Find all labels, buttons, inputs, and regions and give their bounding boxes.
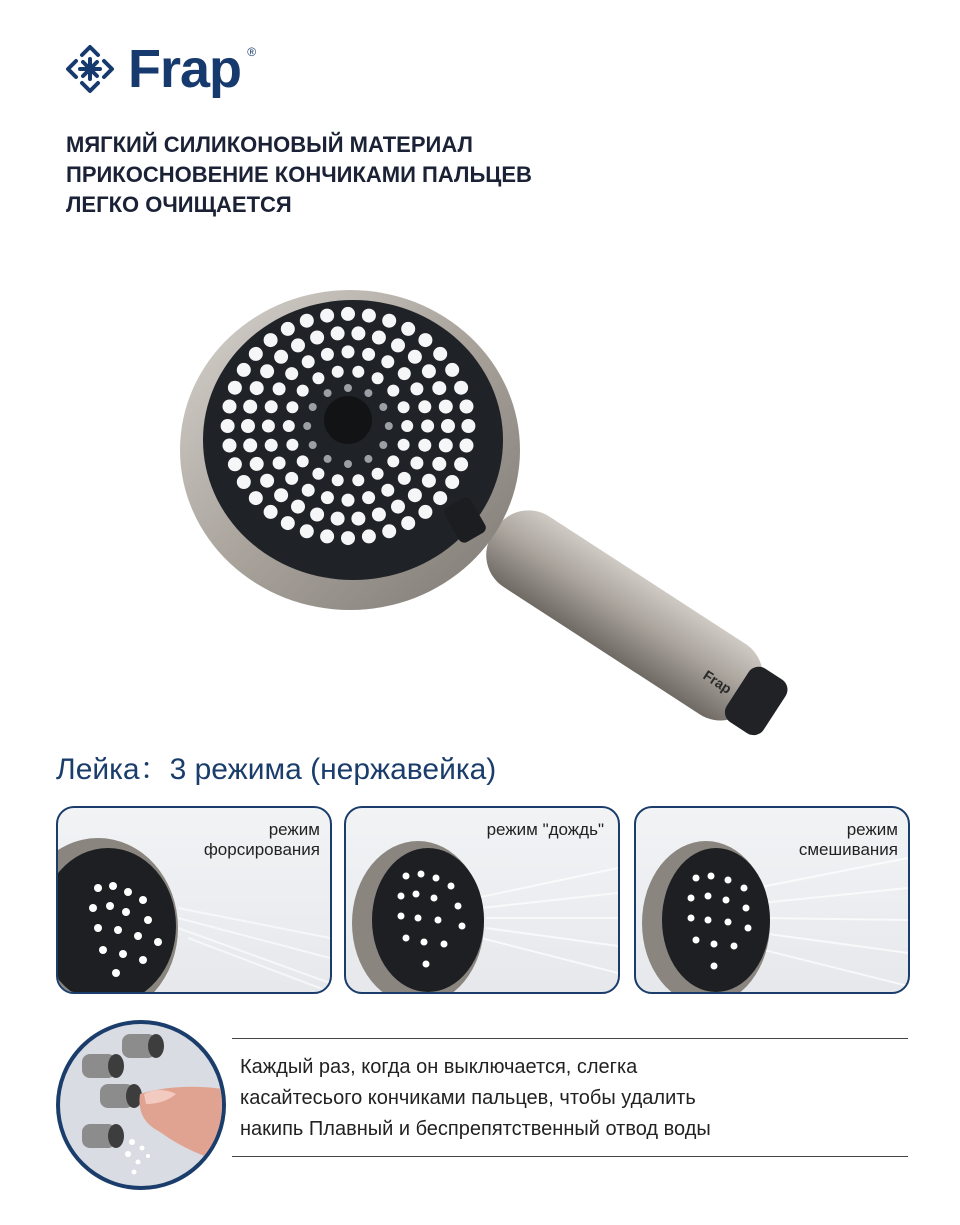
nozzle [262, 420, 275, 433]
nozzle [273, 382, 286, 395]
nozzle [418, 439, 431, 452]
nozzle [264, 333, 278, 347]
finger-cleaning-illustration [56, 1020, 226, 1190]
nozzle [265, 400, 278, 413]
nozzle [344, 384, 352, 392]
nozzle [382, 524, 396, 538]
nozzle [324, 455, 332, 463]
nozzle [310, 331, 324, 345]
nozzle [385, 422, 393, 430]
nozzle [418, 400, 431, 413]
nozzle [300, 314, 314, 328]
nozzle [379, 441, 387, 449]
snowflake-logo-icon [60, 39, 120, 99]
mode-card-rain [344, 806, 620, 994]
nozzle [265, 439, 278, 452]
nozzle [320, 309, 334, 323]
nozzle [387, 385, 399, 397]
center-button [324, 396, 372, 444]
feature-list [66, 130, 532, 220]
nozzle [312, 372, 324, 384]
nozzle [281, 516, 295, 530]
divider-bottom [232, 1156, 908, 1157]
nozzle [381, 355, 394, 368]
nozzle [241, 419, 255, 433]
nozzle [445, 363, 459, 377]
nozzle [460, 439, 474, 453]
nozzle [422, 474, 436, 488]
nozzle [321, 348, 334, 361]
nozzle [352, 366, 364, 378]
nozzle [364, 389, 372, 397]
nozzle [432, 381, 446, 395]
mode-label: режим "дождь" [486, 820, 604, 839]
shower-head-image [150, 280, 830, 760]
nozzle [445, 475, 459, 489]
nozzle [398, 367, 411, 380]
nozzle [362, 529, 376, 543]
nozzle [321, 491, 334, 504]
nozzle [223, 400, 237, 414]
nozzle [344, 460, 352, 468]
nozzle [387, 455, 399, 467]
nozzle [250, 381, 264, 395]
nozzle [302, 355, 315, 368]
nozzle [398, 472, 411, 485]
nozzle [454, 457, 468, 471]
mode-label: режим форсирования [203, 820, 320, 859]
nozzle [421, 420, 434, 433]
brand-name: Frap ® [128, 39, 256, 99]
nozzle [432, 457, 446, 471]
mode-label: режим смешивания [798, 820, 898, 859]
nozzle [237, 475, 251, 489]
nozzle [274, 350, 288, 364]
nozzle [351, 326, 365, 340]
nozzle [391, 338, 405, 352]
nozzle [228, 381, 242, 395]
nozzle [221, 419, 235, 433]
nozzle [410, 382, 423, 395]
nozzle [352, 474, 364, 486]
finger-touch-icon [60, 1024, 226, 1190]
nozzle [391, 500, 405, 514]
nozzle [260, 364, 274, 378]
nozzle [439, 400, 453, 414]
nozzle [243, 438, 257, 452]
nozzle [439, 438, 453, 452]
nozzle [372, 468, 384, 480]
divider-top [232, 1038, 908, 1039]
nozzle [331, 326, 345, 340]
nozzle [286, 439, 298, 451]
nozzle [341, 531, 355, 545]
nozzle [243, 400, 257, 414]
nozzle [460, 400, 474, 414]
nozzle [324, 389, 332, 397]
nozzle [309, 403, 317, 411]
nozzle [237, 363, 251, 377]
nozzle [398, 401, 410, 413]
nozzle [274, 488, 288, 502]
nozzle [285, 367, 298, 380]
nozzle [372, 508, 386, 522]
nozzle [372, 331, 386, 345]
nozzle [422, 364, 436, 378]
nozzle [364, 455, 372, 463]
nozzle [401, 420, 413, 432]
nozzle [310, 508, 324, 522]
cleaning-tip-text: Каждый раз, когда он выключается, слегка касайтесього кончиками пальцев, чтобы удалить накипь Плавный и беспрепятственный отвод воды [240, 1056, 711, 1140]
nozzle [249, 347, 263, 361]
nozzle [401, 516, 415, 530]
nozzle [398, 439, 410, 451]
nozzle [342, 345, 355, 358]
nozzle [461, 419, 475, 433]
nozzle [312, 468, 324, 480]
nozzle [441, 419, 455, 433]
nozzle [381, 484, 394, 497]
handle-logo: Frap [700, 666, 735, 697]
feature-item: ПРИКОСНОВЕНИЕ КОНЧИКАМИ ПАЛЬЦЕВ [66, 162, 532, 187]
nozzle [331, 512, 345, 526]
subtitle: Лейка：3 режима (нержавейка) [56, 753, 497, 786]
nozzle [309, 441, 317, 449]
mode-card-mix [634, 806, 910, 994]
nozzle [362, 309, 376, 323]
nozzle [228, 457, 242, 471]
brand-logo [60, 34, 256, 104]
nozzle [351, 512, 365, 526]
nozzle [297, 385, 309, 397]
nozzle [379, 403, 387, 411]
nozzle [249, 491, 263, 505]
nozzle [332, 474, 344, 486]
nozzle [454, 381, 468, 395]
nozzle [264, 505, 278, 519]
nozzle [283, 420, 295, 432]
nozzle [401, 322, 415, 336]
nozzle [281, 322, 295, 336]
nozzle [302, 484, 315, 497]
registered-mark: ® [247, 45, 256, 59]
nozzle [303, 422, 311, 430]
nozzle [332, 366, 344, 378]
nozzle [250, 457, 264, 471]
nozzle [382, 314, 396, 328]
nozzle [223, 439, 237, 453]
nozzle [408, 488, 422, 502]
nozzle [291, 500, 305, 514]
nozzle [286, 401, 298, 413]
feature-item: МЯГКИЙ СИЛИКОНОВЫЙ МАТЕРИАЛ [66, 132, 473, 157]
mode-card-boost [56, 806, 332, 994]
nozzle [320, 529, 334, 543]
nozzle [297, 455, 309, 467]
nozzle [291, 338, 305, 352]
nozzle [285, 472, 298, 485]
nozzle [300, 524, 314, 538]
nozzle [273, 457, 286, 470]
nozzle [342, 494, 355, 507]
nozzle [433, 347, 447, 361]
nozzle [433, 491, 447, 505]
nozzle [362, 491, 375, 504]
nozzle [260, 474, 274, 488]
nozzle [418, 333, 432, 347]
nozzle [341, 307, 355, 321]
nozzle [408, 350, 422, 364]
nozzle [372, 372, 384, 384]
nozzle [418, 505, 432, 519]
nozzle [410, 457, 423, 470]
nozzle [362, 348, 375, 361]
feature-item: ЛЕГКО ОЧИЩАЕТСЯ [66, 192, 292, 217]
